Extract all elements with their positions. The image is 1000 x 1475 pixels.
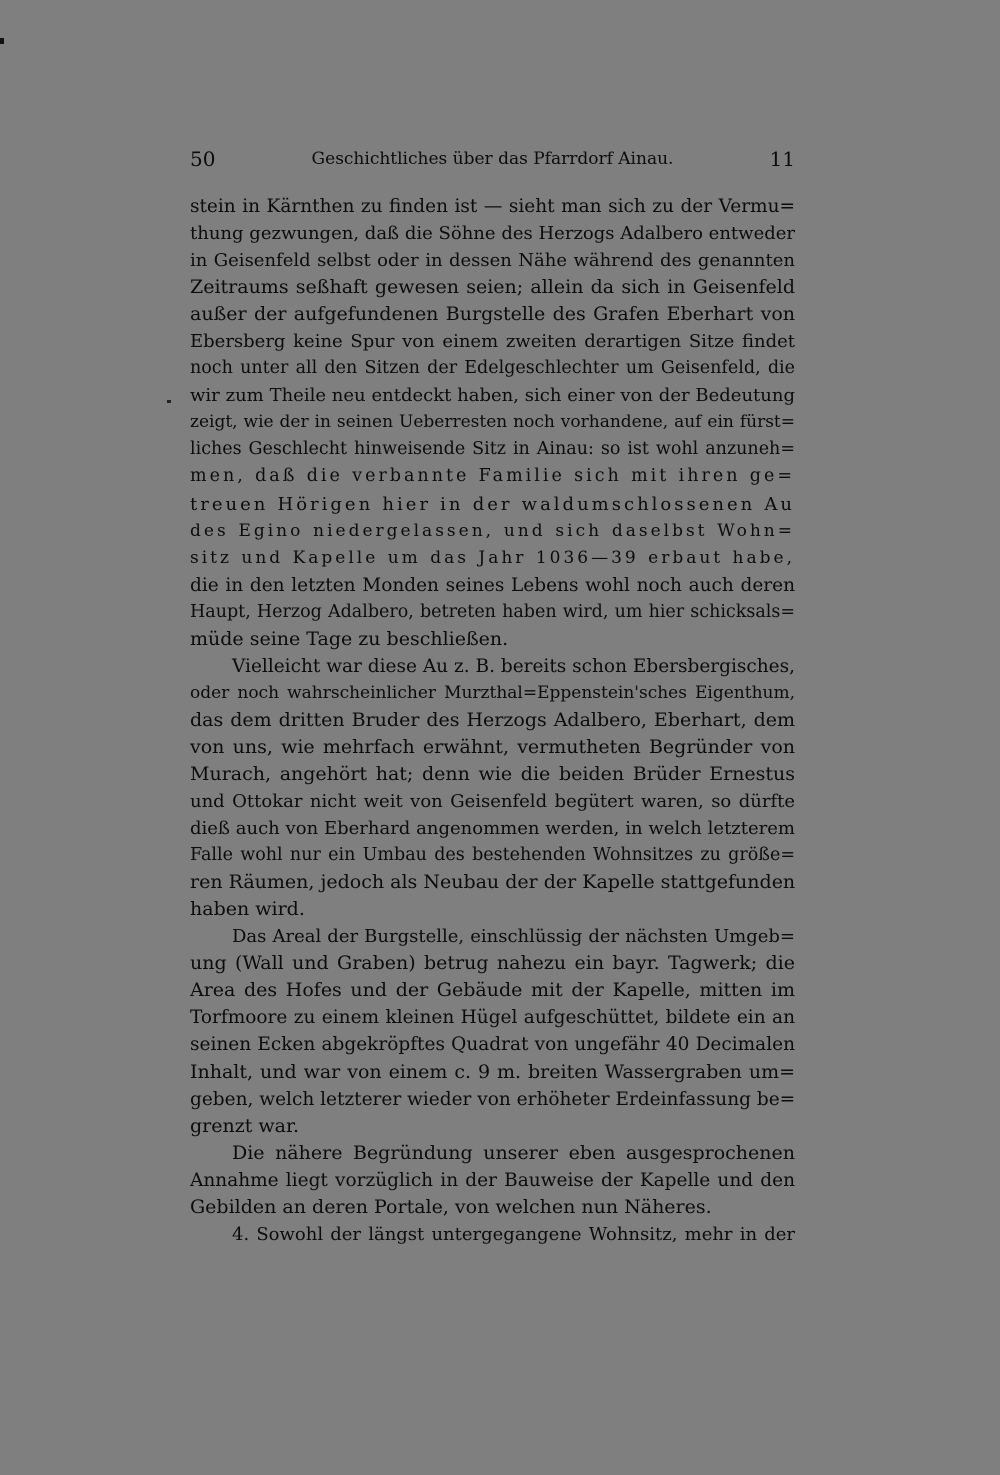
text-line: haben wird.: [190, 898, 305, 921]
text-line: Torfmoore zu einem kleinen Hügel aufgeschüttet, bildete ein an: [190, 1007, 795, 1029]
text-line: das dem dritten Bruder des Herzogs Adalbero, Eberhart, dem: [190, 708, 795, 731]
text-line: Das Areal der Burgstelle, einschlüssig der nächsten Umgeb=: [232, 926, 795, 948]
text-line: wir zum Theile neu entdeckt haben, sich einer von der Bedeutung: [190, 385, 795, 407]
text-line: Haupt, Herzog Adalbero, betreten haben wird, um hier schicksals=: [190, 601, 795, 622]
page-header: [190, 145, 795, 173]
text-line: liches Geschlecht hinweisende Sitz in Ainau: so ist wohl anzuneh=: [190, 439, 795, 460]
text-line: sitz und Kapelle um das Jahr 1036—39 erbaut habe,: [190, 547, 795, 568]
text-line: ung (Wall und Graben) betrug nahezu ein bayr. Tagwerk; die: [190, 952, 795, 975]
text-line: von uns, wie mehrfach erwähnt, vermutheten Begründer von: [190, 735, 795, 758]
text-line: seinen Ecken abgekröpftes Quadrat von ungefähr 40 Decimalen: [190, 1034, 795, 1056]
text-line: grenzt war.: [190, 1114, 300, 1137]
text-line: Annahme liegt vorzüglich in der Bauweise der Kapelle und den: [190, 1169, 795, 1191]
text-line: oder noch wahrscheinlicher Murzthal=Eppenstein'sches Eigenthum,: [190, 682, 795, 703]
text-line: Ebersberg keine Spur von einem zweiten derartigen Sitze findet: [190, 331, 795, 353]
text-line: geben, welch letzterer wieder von erhöheter Erdeinfassung be=: [190, 1088, 795, 1110]
text-line: ren Räumen, jedoch als Neubau der der Kapelle stattgefunden: [190, 871, 795, 894]
text-line: men, daß die verbannte Familie sich mit ihren ge=: [190, 466, 795, 487]
body-text: [190, 193, 795, 1248]
text-line: Inhalt, und war von einem c. 9 m. breiten Wassergraben um=: [190, 1060, 795, 1083]
scan-speck: [167, 400, 171, 403]
text-line: zeigt, wie der in seinen Ueberresten noch vorhandene, auf ein fürst=: [190, 412, 795, 433]
text-line: dieß auch von Eberhard angenommen werden, in welch letzterem: [190, 818, 795, 840]
text-line: Falle wohl nur ein Umbau des bestehenden Wohnsitzes zu größe=: [190, 845, 795, 866]
text-line: Die nähere Begründung unserer eben ausgesprochenen: [232, 1141, 795, 1164]
text-line: thung gezwungen, daß die Söhne des Herzogs Adalbero entweder: [190, 223, 795, 245]
text-line: und Ottokar nicht weit von Geisenfeld begütert waren, so dürfte: [190, 791, 795, 813]
text-line: treuen Hörigen hier in der waldumschlossenen Au: [190, 493, 795, 515]
text-line: Zeitraums seßhaft gewesen seien; allein da sich in Geisenfeld: [190, 276, 795, 299]
text-line: stein in Kärnthen zu finden ist — sieht man sich zu der Vermu=: [190, 196, 795, 217]
text-line: in Geisenfeld selbst oder in dessen Nähe während des genannten: [190, 250, 795, 272]
text-line: müde seine Tage zu beschließen.: [190, 627, 509, 650]
text-line: des Egino niedergelassen, und sich daselbst Wohn=: [190, 520, 795, 541]
text-line: Gebilden an deren Portale, von welchen nun Näheres.: [190, 1195, 712, 1218]
running-title: Geschichtliches über das Pfarrdorf Ainau.: [311, 149, 674, 169]
text-line: die in den letzten Monden seines Lebens wohl noch auch deren: [190, 574, 795, 596]
page-number-right: 11: [769, 147, 795, 171]
page-number-left: 50: [190, 147, 216, 171]
text-line: noch unter all den Sitzen der Edelgeschlechter um Geisenfeld, die: [190, 358, 795, 379]
text-line: außer der aufgefundenen Burgstelle des Grafen Eberhart von: [190, 303, 795, 326]
text-line: 4. Sowohl der längst untergegangene Wohnsitz, mehr in der: [232, 1223, 795, 1245]
text-line: Murach, angehört hat; denn wie die beiden Brüder Ernestus: [190, 762, 795, 785]
scan-speck: [0, 38, 4, 44]
text-line: Area des Hofes und der Gebäude mit der Kapelle, mitten im: [190, 979, 795, 1002]
text-line: Vielleicht war diese Au z. B. bereits schon Ebersbergisches,: [232, 655, 795, 677]
